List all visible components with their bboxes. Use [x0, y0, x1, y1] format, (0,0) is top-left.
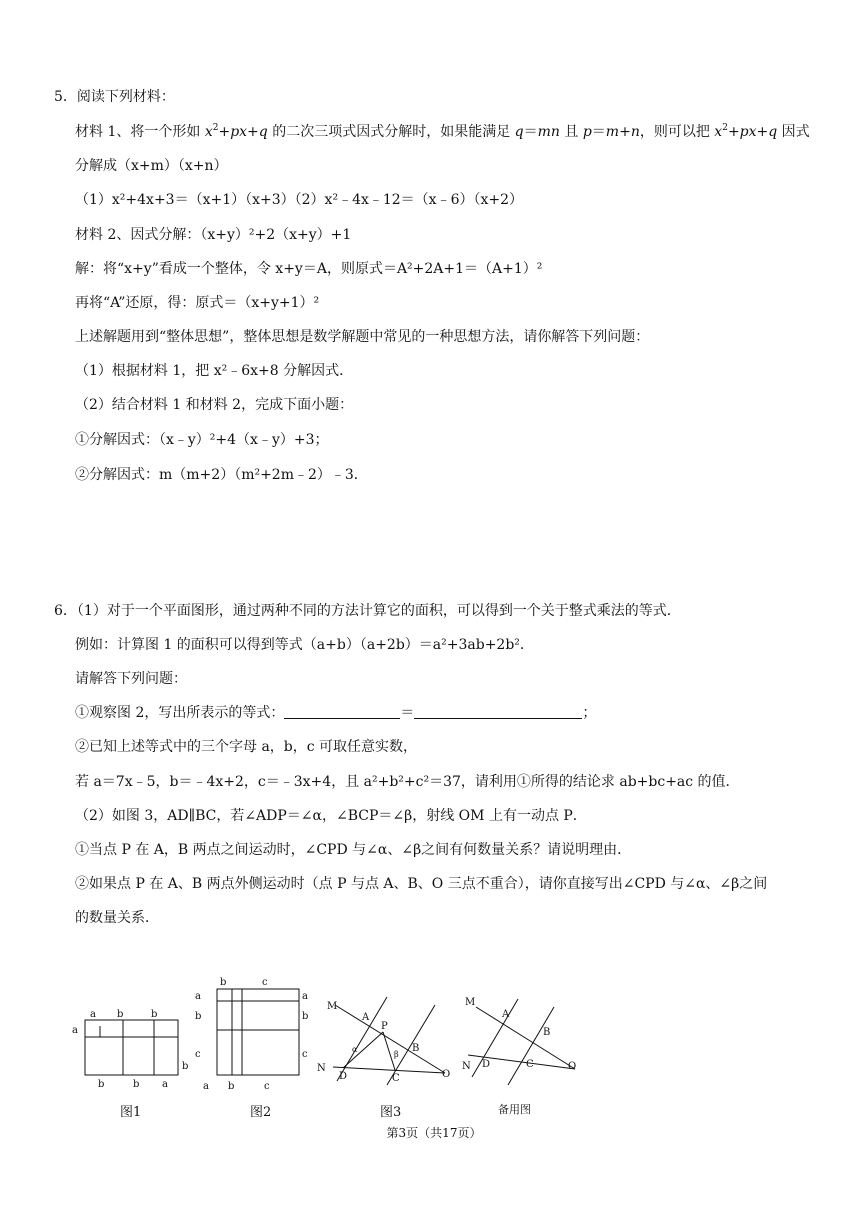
fig1-top-label-2: b: [117, 1009, 124, 1020]
fig3-label-M: M: [327, 1001, 338, 1012]
spare-figure: [460, 985, 585, 1090]
fig2-left-label-1: a: [195, 991, 201, 1002]
q6-line1: 6．（1）对于一个平面图形，通过两种不同的方法计算它的面积，可以得到一个关于整式乘法的等式．: [54, 603, 681, 619]
fig1-right-label: b: [182, 1061, 189, 1072]
spare-caption: 备用图: [498, 1103, 531, 1116]
q5-material2: 材料 2、因式分解：（x+y）²+2（x+y）+1: [75, 227, 352, 243]
fig3-label-D: D: [339, 1071, 348, 1082]
fig3-label-alpha: α: [352, 1045, 358, 1054]
fig2-left-label-2: b: [195, 1011, 202, 1022]
fig3-label-N: N: [317, 1063, 326, 1074]
fig2-right-label-2: b: [302, 1011, 309, 1022]
fig3-caption: 图3: [380, 1105, 402, 1120]
spare-label-N: N: [462, 1061, 471, 1072]
spare-label-D: D: [482, 1059, 491, 1070]
fig2-bottom-label-2: b: [228, 1081, 235, 1092]
q5-part2a: ①分解因式：（x﹣y）²+4（x﹣y）+3；: [75, 432, 329, 448]
figure-3: [315, 985, 460, 1090]
answer-blank-right[interactable]: [414, 704, 582, 719]
q6-line2: 例如：计算图 1 的面积可以得到等式（a+b）（a+2b）＝a²+3ab+2b²．: [75, 637, 534, 653]
q5-part1: （1）根据材料 1，把 x²﹣6x+8 分解因式．: [75, 363, 354, 379]
spare-line-ad: [472, 999, 518, 1077]
fig1-top-label-3: b: [151, 1009, 158, 1020]
fig3-label-C: C: [392, 1073, 400, 1084]
fig1-caption: 图1: [120, 1105, 142, 1120]
q6-line8: ①当点 P 在 A，B 两点之间运动时，∠CPD 与∠α、∠β之间有何数量关系？请说明理由．: [75, 842, 632, 858]
fig3-label-O: O: [442, 1069, 451, 1080]
fig3-label-P: P: [381, 1021, 388, 1032]
fig2-bottom-label-1: a: [203, 1081, 209, 1092]
q5-examples: （1）x²+4x+3＝（x+1）（x+3）（2）x²﹣4x﹣12＝（x﹣6）（x+2）: [75, 192, 524, 208]
spare-label-B: B: [543, 1027, 551, 1038]
fig2-caption: 图2: [250, 1105, 272, 1120]
q5-intro: 上述解题用到“整体思想”，整体思想是数学解题中常见的一种思想方法，请你解答下列问题：: [75, 329, 650, 345]
fig3-label-A: A: [362, 1012, 370, 1023]
fig3-label-beta: β: [394, 1050, 399, 1059]
spare-line-bc: [508, 1007, 554, 1085]
fig3-label-B: B: [412, 1043, 420, 1054]
page-footer: 第3页（共17页）: [386, 1126, 482, 1140]
q6-line9: ②如果点 P 在 A、B 两点外侧运动时（点 P 与点 A、B、O 三点不重合），请你直接写出∠CPD 与∠α、∠β之间: [75, 876, 768, 892]
q5-part2: （2）结合材料 1 和材料 2，完成下面小题：: [75, 397, 354, 413]
fig2-left-label-3: c: [195, 1049, 201, 1060]
q6-line7: （2）如图 3，AD∥BC，若∠ADP＝∠α，∠BCP＝∠β，射线 OM 上有一动点 P．: [75, 808, 587, 824]
q5-solution1: 解：将“x+y”看成一个整体，令 x+y＝A，则原式＝A²+2A+1＝（A+1）²: [75, 261, 543, 277]
fig2-top-label-1: b: [220, 977, 227, 988]
fig1-bottom-label-3: a: [162, 1079, 168, 1090]
fig1-bottom-label-2: b: [133, 1079, 140, 1090]
figure-2: [190, 975, 310, 1095]
q6-line6: 若 a＝7x﹣5，b＝﹣4x+2，c＝﹣3x+4，且 a²+b²+c²＝37，请利用①所得的结论求 ab+bc+ac 的值．: [75, 774, 740, 790]
fig2-outer-rect: [217, 989, 299, 1075]
answer-blank-left[interactable]: [284, 704, 400, 719]
fig2-right-label-1: a: [302, 991, 308, 1002]
q5-material1-line1: 材料 1、将一个形如 $x^2+px+q$ 的二次三项式因式分解时，如果能满足 q＝mn 且 p＝m+n，则可以把 $x^2+px+q$ 因式: [75, 123, 810, 140]
fig1-left-label: a: [72, 1025, 78, 1036]
fig2-right-label-3: c: [302, 1049, 308, 1060]
fig1-bottom-label-1: b: [98, 1079, 105, 1090]
fig2-top-label-2: c: [262, 977, 268, 988]
figure-1: [70, 1005, 190, 1090]
fig2-bottom-label-3: c: [264, 1081, 270, 1092]
q5-part2b: ②分解因式：m（m+2）（m²+2m﹣2）﹣3．: [75, 467, 368, 483]
fig1-outer-rect: [85, 1020, 178, 1075]
q6-line4: ①观察图 2，写出所表示的等式： ＝ ；: [75, 705, 597, 721]
q6-line5: ②已知上述等式中的三个字母 a，b，c 可取任意实数，: [75, 739, 418, 755]
q6-line3: 请解答下列问题：: [75, 671, 187, 687]
q6-line10: 的数量关系．: [75, 910, 159, 926]
q5-solution2: 再将“A”还原，得：原式＝（x+y+1）²: [75, 295, 320, 311]
fig1-top-label-1: a: [90, 1009, 96, 1020]
spare-label-M: M: [465, 997, 476, 1008]
spare-label-A: A: [502, 1009, 510, 1020]
fig3-ray-on: [333, 1067, 445, 1073]
q5-material1-line2: 分解成（x+m）（x+n）: [75, 158, 228, 174]
spare-label-C: C: [526, 1059, 534, 1070]
spare-label-O: O: [568, 1061, 577, 1072]
q5-title: 5．阅读下列材料：: [54, 89, 175, 105]
